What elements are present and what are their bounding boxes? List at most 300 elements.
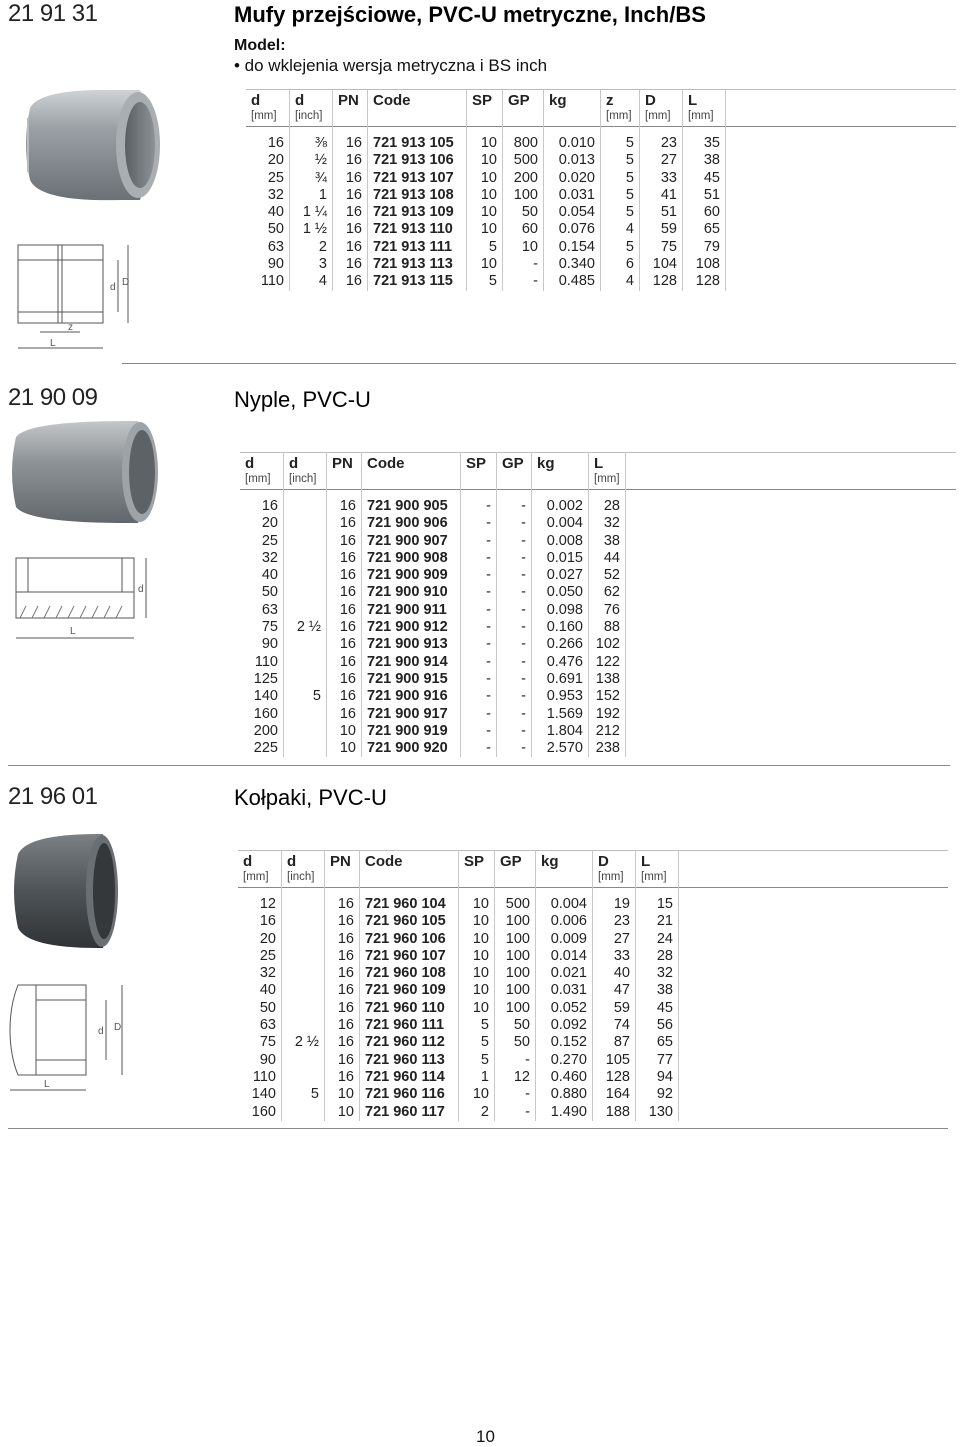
table-cell: 2 ½ <box>284 619 327 636</box>
table-filler-cell <box>626 636 957 653</box>
table-cell: 75 <box>238 1034 282 1051</box>
table-cell: 721 900 917 <box>362 706 461 723</box>
table-cell: 51 <box>640 204 683 221</box>
col-header: d [inch] <box>284 453 327 490</box>
table-cell: 10 <box>459 1000 495 1017</box>
table-cell: 0.014 <box>536 948 593 965</box>
table-cell: 128 <box>593 1069 636 1086</box>
table-filler-cell <box>626 567 957 584</box>
table-filler-cell <box>726 170 957 187</box>
table-cell: 16 <box>333 256 368 273</box>
table-cell: 0.002 <box>532 490 589 516</box>
table-cell: 32 <box>636 965 679 982</box>
table-cell: 100 <box>503 187 544 204</box>
table-row <box>240 550 956 567</box>
table-cell: ½ <box>290 152 333 169</box>
col-header: PN <box>333 90 368 127</box>
table-cell: - <box>461 688 497 705</box>
table-cell: 721 960 109 <box>360 982 459 999</box>
col-header: L [mm] <box>636 851 679 888</box>
table-cell: 74 <box>593 1017 636 1034</box>
table-cell: 63 <box>238 1017 282 1034</box>
table-cell: 40 <box>246 204 290 221</box>
table-cell: 721 960 111 <box>360 1017 459 1034</box>
table-cell <box>284 706 327 723</box>
table-cell <box>282 1000 325 1017</box>
table-cell: 5 <box>459 1017 495 1034</box>
table-cell: 16 <box>333 221 368 238</box>
col-header: kg <box>536 851 593 888</box>
table-cell: 108 <box>683 256 726 273</box>
table-row <box>238 1086 948 1103</box>
table-cell: 721 900 920 <box>362 740 461 757</box>
table-cell <box>284 584 327 601</box>
table-cell: 10 <box>467 256 503 273</box>
table-row <box>240 619 956 636</box>
table-cell: - <box>497 602 532 619</box>
table-cell: 105 <box>593 1052 636 1069</box>
table-cell: 5 <box>601 187 640 204</box>
col-header: d [mm] <box>240 453 284 490</box>
table-cell: ⅜ <box>290 127 333 153</box>
table-cell: 15 <box>636 888 679 914</box>
table-cell: 721 960 114 <box>360 1069 459 1086</box>
table-cell: 100 <box>495 948 536 965</box>
table-row <box>238 1000 948 1017</box>
table-cell: 100 <box>495 1000 536 1017</box>
table-cell: 27 <box>593 931 636 948</box>
table-cell: 2 ½ <box>282 1034 325 1051</box>
end-cap-photo <box>8 832 120 950</box>
table-cell: - <box>503 256 544 273</box>
table-cell: 110 <box>240 654 284 671</box>
table-cell: 2 <box>290 239 333 256</box>
table-cell: 10 <box>459 888 495 914</box>
table-cell: 16 <box>238 913 282 930</box>
table-filler-cell <box>626 654 957 671</box>
table-cell: 138 <box>589 671 626 688</box>
table-cell: 128 <box>683 273 726 290</box>
table-cell <box>282 965 325 982</box>
col-header: kg <box>532 453 589 490</box>
dim-D-label: D <box>122 277 130 288</box>
table-cell: 721 900 919 <box>362 723 461 740</box>
table-cell: 16 <box>325 931 360 948</box>
dim-d-label: d <box>110 282 116 293</box>
table-cell: 16 <box>333 239 368 256</box>
table-cell: 16 <box>333 170 368 187</box>
table-cell <box>284 550 327 567</box>
table-cell: 16 <box>327 636 362 653</box>
table-cell: - <box>497 550 532 567</box>
table-cell: 50 <box>495 1034 536 1051</box>
table-cell: 200 <box>240 723 284 740</box>
table-cell: 16 <box>325 1052 360 1069</box>
model-item: • do wklejenia wersja metryczna i BS inch <box>234 56 548 75</box>
table-filler-cell <box>726 127 957 153</box>
section-code: 21 91 31 <box>8 0 98 27</box>
col-header: GP <box>503 90 544 127</box>
table-cell: 16 <box>325 913 360 930</box>
table-cell: - <box>497 619 532 636</box>
nipple-photo <box>8 419 160 525</box>
table-cell: 160 <box>240 706 284 723</box>
table-cell: 0.031 <box>536 982 593 999</box>
table-cell <box>284 602 327 619</box>
table-row <box>238 1052 948 1069</box>
table-cell: 10 <box>459 982 495 999</box>
col-header: d [inch] <box>282 851 325 888</box>
table-cell: 721 960 107 <box>360 948 459 965</box>
table-cell: 16 <box>325 1000 360 1017</box>
table-cell: 16 <box>327 654 362 671</box>
table-filler-cell <box>726 273 957 290</box>
table-filler-cell <box>726 221 957 238</box>
table-cell: 63 <box>246 239 290 256</box>
table-row <box>240 740 956 757</box>
table-cell <box>284 515 327 532</box>
col-header: Code <box>368 90 467 127</box>
table-header-row <box>246 90 956 127</box>
col-header: z [mm] <box>601 90 640 127</box>
table-cell: 50 <box>240 584 284 601</box>
table-cell: 0.015 <box>532 550 589 567</box>
table-cell: 4 <box>290 273 333 290</box>
table-cell: 45 <box>636 1000 679 1017</box>
table-cell <box>282 1052 325 1069</box>
table-row <box>240 567 956 584</box>
table-cell <box>284 490 327 516</box>
table-cell: 721 960 104 <box>360 888 459 914</box>
table-cell: 12 <box>238 888 282 914</box>
table-row <box>238 1017 948 1034</box>
col-header: D [mm] <box>640 90 683 127</box>
table-cell: 35 <box>683 127 726 153</box>
table-row <box>246 256 956 273</box>
col-filler <box>726 90 957 127</box>
table-row <box>246 152 956 169</box>
table-cell: 16 <box>327 706 362 723</box>
table-filler-cell <box>726 187 957 204</box>
table-cell: 1.490 <box>536 1104 593 1121</box>
table-cell: 0.010 <box>544 127 601 153</box>
table-cell: 721 900 908 <box>362 550 461 567</box>
table-row <box>240 636 956 653</box>
table-filler-cell <box>626 584 957 601</box>
col-header: SP <box>459 851 495 888</box>
table-row <box>240 515 956 532</box>
dim-z-label: z <box>68 322 73 333</box>
table-cell: 0.953 <box>532 688 589 705</box>
table-cell: 721 900 911 <box>362 602 461 619</box>
table-cell: 52 <box>589 567 626 584</box>
table-filler-cell <box>679 1000 949 1017</box>
table-cell: 0.270 <box>536 1052 593 1069</box>
table-row <box>240 688 956 705</box>
table-cell: 50 <box>246 221 290 238</box>
col-header: PN <box>327 453 362 490</box>
section-code: 21 90 09 <box>8 384 98 411</box>
table-filler-cell <box>679 1104 949 1121</box>
table-cell: 5 <box>459 1034 495 1051</box>
table-cell: 32 <box>238 965 282 982</box>
table-cell: 65 <box>636 1034 679 1051</box>
section-divider <box>122 363 956 364</box>
table-cell: 0.152 <box>536 1034 593 1051</box>
table-cell: 140 <box>240 688 284 705</box>
table-cell: 5 <box>459 1052 495 1069</box>
table-cell: 3 <box>290 256 333 273</box>
table-cell: 44 <box>589 550 626 567</box>
table-cell: 40 <box>238 982 282 999</box>
table-cell: 16 <box>327 584 362 601</box>
table-cell: 90 <box>240 636 284 653</box>
table-row <box>246 204 956 221</box>
table-cell: 28 <box>636 948 679 965</box>
table-filler-cell <box>679 1017 949 1034</box>
table-cell: - <box>461 584 497 601</box>
table-cell: 721 913 105 <box>368 127 467 153</box>
table-cell: 0.052 <box>536 1000 593 1017</box>
table-cell: 721 960 116 <box>360 1086 459 1103</box>
table-cell: 16 <box>325 982 360 999</box>
table-cell: 721 913 108 <box>368 187 467 204</box>
table-cell: 721 913 107 <box>368 170 467 187</box>
table-cell: 25 <box>240 533 284 550</box>
table-cell: 20 <box>238 931 282 948</box>
table-header-row <box>238 851 948 888</box>
col-header: PN <box>325 851 360 888</box>
col-header: kg <box>544 90 601 127</box>
table-filler-cell <box>726 239 957 256</box>
table-cell: - <box>497 533 532 550</box>
table-row <box>246 239 956 256</box>
table-cell: - <box>497 515 532 532</box>
table-filler-cell <box>726 256 957 273</box>
table-cell: 721 900 909 <box>362 567 461 584</box>
table-cell: - <box>461 533 497 550</box>
table-cell: 0.485 <box>544 273 601 290</box>
table-filler-cell <box>626 740 957 757</box>
table-cell: - <box>497 567 532 584</box>
table-cell: 25 <box>238 948 282 965</box>
table-cell: 16 <box>333 204 368 221</box>
col-header: Code <box>360 851 459 888</box>
table-cell: 721 900 906 <box>362 515 461 532</box>
table-row <box>238 948 948 965</box>
table-cell: 38 <box>636 982 679 999</box>
table-filler-cell <box>626 533 957 550</box>
table-filler-cell <box>626 671 957 688</box>
table-cell: 0.004 <box>536 888 593 914</box>
table-cell: - <box>497 490 532 516</box>
table-cell: 0.004 <box>532 515 589 532</box>
table-cell <box>284 533 327 550</box>
table-cell <box>284 740 327 757</box>
table-row <box>240 490 956 516</box>
table-cell: 1.804 <box>532 723 589 740</box>
table-cell: 1 ½ <box>290 221 333 238</box>
table-filler-cell <box>626 550 957 567</box>
col-header: L [mm] <box>683 90 726 127</box>
table-cell: 1 ¼ <box>290 204 333 221</box>
table-cell: 19 <box>593 888 636 914</box>
table-cell: 130 <box>636 1104 679 1121</box>
table-cell: 12 <box>495 1069 536 1086</box>
table-cell: 16 <box>325 965 360 982</box>
table-cell: 16 <box>325 1069 360 1086</box>
table-cell: 721 900 913 <box>362 636 461 653</box>
table-filler-cell <box>679 913 949 930</box>
table-cell: 45 <box>683 170 726 187</box>
table-cell: 47 <box>593 982 636 999</box>
table-cell: 0.076 <box>544 221 601 238</box>
table-cell: 0.476 <box>532 654 589 671</box>
table-cell: 20 <box>240 515 284 532</box>
table-cell: 5 <box>284 688 327 705</box>
table-filler-cell <box>626 723 957 740</box>
spec-table <box>246 89 956 291</box>
table-cell: 10 <box>467 204 503 221</box>
table-cell: 721 913 110 <box>368 221 467 238</box>
dim-L-label: L <box>50 338 56 349</box>
section-code: 21 96 01 <box>8 783 98 810</box>
table-cell: 10 <box>325 1104 360 1121</box>
table-row <box>246 127 956 153</box>
table-row <box>238 965 948 982</box>
table-cell: 10 <box>459 965 495 982</box>
table-cell: 16 <box>327 533 362 550</box>
table-cell: 1.569 <box>532 706 589 723</box>
table-row <box>246 273 956 290</box>
table-cell: 10 <box>459 931 495 948</box>
table-cell: 16 <box>327 619 362 636</box>
table-cell <box>284 567 327 584</box>
section-title: Mufy przejściowe, PVC-U metryczne, Inch/BS <box>234 2 706 27</box>
table-cell: 75 <box>640 239 683 256</box>
table-cell: 10 <box>459 948 495 965</box>
table-cell: 10 <box>467 152 503 169</box>
table-cell: 0.008 <box>532 533 589 550</box>
table-row <box>238 913 948 930</box>
table-cell: 16 <box>325 888 360 914</box>
table-cell: - <box>461 671 497 688</box>
table-cell: 800 <box>503 127 544 153</box>
table-cell: 0.006 <box>536 913 593 930</box>
table-filler-cell <box>626 706 957 723</box>
table-filler-cell <box>679 931 949 948</box>
table-cell: 721 900 916 <box>362 688 461 705</box>
table-cell <box>282 913 325 930</box>
table-filler-cell <box>626 490 957 516</box>
table-cell: 10 <box>467 170 503 187</box>
table-cell: 0.098 <box>532 602 589 619</box>
table-row <box>240 533 956 550</box>
table-cell: 88 <box>589 619 626 636</box>
table-cell: 60 <box>683 204 726 221</box>
table-cell: 10 <box>467 127 503 153</box>
table-cell: - <box>461 654 497 671</box>
table-cell: 0.054 <box>544 204 601 221</box>
table-cell: 94 <box>636 1069 679 1086</box>
table-filler-cell <box>626 602 957 619</box>
table-filler-cell <box>626 688 957 705</box>
table-cell: 0.009 <box>536 931 593 948</box>
table-cell: 20 <box>246 152 290 169</box>
table-cell: 164 <box>593 1086 636 1103</box>
table-cell: 16 <box>327 671 362 688</box>
table-cell: 16 <box>333 273 368 290</box>
col-header: D [mm] <box>593 851 636 888</box>
table-cell: 5 <box>467 239 503 256</box>
table-cell: 721 960 117 <box>360 1104 459 1121</box>
table-cell: 160 <box>238 1104 282 1121</box>
table-cell: 0.050 <box>532 584 589 601</box>
table-cell: 102 <box>589 636 626 653</box>
table-cell: 238 <box>589 740 626 757</box>
col-header: GP <box>497 453 532 490</box>
table-cell: - <box>497 671 532 688</box>
table-cell: 76 <box>589 602 626 619</box>
table-cell: 59 <box>593 1000 636 1017</box>
table-cell: 16 <box>327 550 362 567</box>
table-cell: 140 <box>238 1086 282 1103</box>
table-cell: 59 <box>640 221 683 238</box>
table-cell: 65 <box>683 221 726 238</box>
table-row <box>240 602 956 619</box>
table-cell: 721 960 112 <box>360 1034 459 1051</box>
table-filler-cell <box>726 152 957 169</box>
table-cell: 500 <box>503 152 544 169</box>
table-cell <box>282 888 325 914</box>
table-cell: 16 <box>333 127 368 153</box>
table-cell: 10 <box>325 1086 360 1103</box>
table-cell: - <box>461 740 497 757</box>
table-row <box>240 584 956 601</box>
table-cell: 87 <box>593 1034 636 1051</box>
table-cell: - <box>497 688 532 705</box>
table-cell: 32 <box>246 187 290 204</box>
table-cell: 721 900 914 <box>362 654 461 671</box>
table-cell: - <box>503 273 544 290</box>
table-cell: - <box>461 490 497 516</box>
table-cell: 200 <box>503 170 544 187</box>
table-cell: 721 960 105 <box>360 913 459 930</box>
table-cell: 50 <box>238 1000 282 1017</box>
nipple-drawing <box>8 550 158 645</box>
table-cell: 0.160 <box>532 619 589 636</box>
spec-table <box>240 452 956 757</box>
table-row <box>238 1104 948 1121</box>
table-filler-cell <box>679 982 949 999</box>
table-cell: 128 <box>640 273 683 290</box>
table-cell: 40 <box>593 965 636 982</box>
table-cell: 5 <box>601 204 640 221</box>
table-cell: 16 <box>327 688 362 705</box>
table-cell: 16 <box>325 948 360 965</box>
table-cell: 32 <box>240 550 284 567</box>
table-cell: - <box>461 706 497 723</box>
table-cell: 225 <box>240 740 284 757</box>
col-header: d [mm] <box>238 851 282 888</box>
table-cell: 721 900 912 <box>362 619 461 636</box>
table-cell: 100 <box>495 931 536 948</box>
table-cell: 16 <box>325 1034 360 1051</box>
section-title: Kołpaki, PVC-U <box>234 785 387 810</box>
col-header: GP <box>495 851 536 888</box>
table-cell: 4 <box>601 221 640 238</box>
table-cell: 0.154 <box>544 239 601 256</box>
